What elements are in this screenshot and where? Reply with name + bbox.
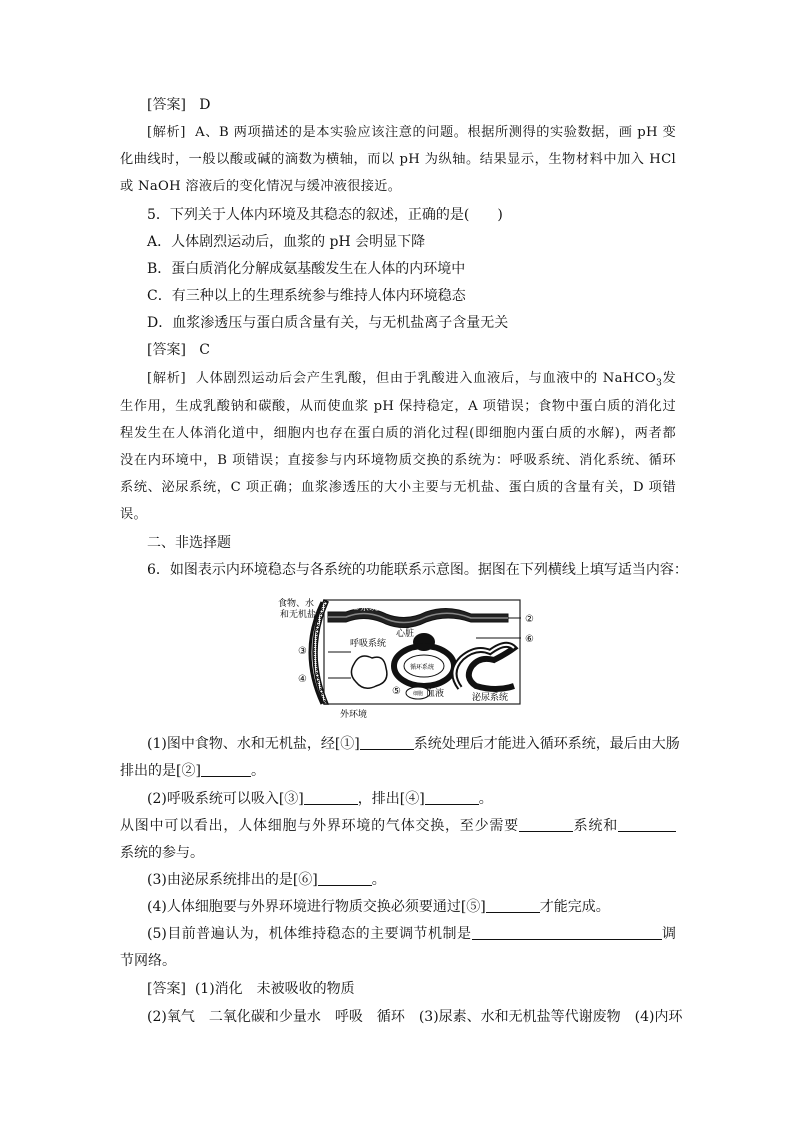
answer-blank-9[interactable]	[472, 925, 662, 940]
text: (5)目前普遍认为，机体维持稳态的主要调节机制是	[147, 926, 472, 942]
label-n3: ③	[298, 646, 307, 657]
q5-analysis-line-3: 程发生在人体消化道中，细胞内也存在蛋白质的消化过程(即细胞内蛋白质的水解)，两者都	[120, 426, 676, 441]
answer-value: D	[199, 97, 211, 113]
analysis-tag: [解析]	[147, 371, 187, 386]
q6-stem: 6．如图表示内环境稳态与各系统的功能联系示意图。据图在下列横线上填写适当内容：	[147, 562, 688, 578]
text: 才能完成。	[539, 899, 610, 915]
analysis-text: A、B 两项描述的是本实验应该注意的问题。根据所测得的实验数据，画 pH 变	[195, 125, 676, 140]
q6-part-2-line-3: 系统的参与。	[120, 845, 204, 861]
text: 从图中可以看出，人体细胞与外界环境的气体交换，至少需要	[120, 818, 519, 834]
label-blood: 血液	[426, 689, 445, 699]
text: 。	[371, 872, 386, 888]
text: (3)由泌尿系统排出的是[⑥]	[147, 872, 318, 888]
q5-option-d: D．血浆渗透压与蛋白质含量有关，与无机盐离子含量无关	[147, 315, 509, 331]
answer-blank-1[interactable]	[360, 735, 414, 750]
text: 。	[250, 763, 265, 779]
q5-analysis-line-1	[147, 370, 676, 393]
label-resp: 呼吸系统	[350, 639, 387, 649]
text: 。	[478, 791, 493, 807]
analysis-text: 人体剧烈运动后会产生乳酸，但由于乳酸进入血液后，与血液中的 NaHCO	[195, 371, 657, 386]
label-n4: ④	[298, 674, 307, 685]
label-food-2: 和无机盐	[280, 610, 317, 620]
label-n5: ⑤	[392, 686, 401, 697]
urinary-tract	[454, 645, 514, 689]
answer-text: (1)消化 未被吸收的物质	[194, 981, 355, 997]
analysis-tag: [解析]	[147, 125, 186, 140]
q5-analysis-line-6: 误。	[120, 507, 147, 522]
label-system-1: ①系统	[352, 603, 379, 613]
q6-part-5-line-1	[147, 925, 676, 943]
label-n6: ⑥	[525, 634, 534, 645]
q6-part-5-line-2: 节网络。	[120, 953, 176, 969]
answer-blank-7[interactable]	[318, 871, 372, 886]
answer-tag: [答案]	[147, 97, 186, 113]
answer-blank-8[interactable]	[486, 898, 540, 913]
answer-tag: [答案]	[147, 342, 186, 358]
text: 系统和	[572, 818, 619, 834]
q6-part-1-line-1	[147, 735, 680, 753]
label-circ: 循环系统	[410, 664, 435, 671]
label-cell: 细胞	[413, 691, 424, 697]
q5-stem: 5．下列关于人体内环境及其稳态的叙述，正确的是( )	[147, 207, 503, 223]
text: (1)图中食物、水和无机盐，经[①]	[147, 736, 360, 752]
physiology-diagram	[276, 592, 546, 720]
q6-answer-line-2: (2)氧气 二氧化碳和少量水 呼吸 循环 (3)尿素、水和无机盐等代谢废物 (4)内环	[147, 1009, 683, 1025]
q4-analysis-line-1	[147, 124, 676, 142]
q4-answer	[147, 96, 676, 114]
q6-answer-line-1	[147, 980, 676, 998]
label-urinary: 泌尿系统	[472, 693, 509, 703]
answer-blank-4[interactable]	[425, 790, 479, 805]
answer-value: C	[199, 342, 211, 358]
q5-analysis-line-4: 没在内环境中，B 项错误；直接参与内环境物质交换的系统为：呼吸系统、消化系统、循环	[120, 453, 676, 468]
q6-part-2-line-2	[120, 817, 676, 835]
answer-blank-2[interactable]	[201, 762, 251, 777]
text: 系统处理后才能进入循环系统，最后由大肠	[413, 736, 680, 752]
q6-part-2-line-1	[147, 790, 676, 808]
q5-analysis-line-5: 系统、泌尿系统，C 项正确；血浆渗透压的大小主要与无机盐、蛋白质的含量有关，D 项错	[120, 480, 676, 495]
q4-analysis-line-2: 化曲线时，一般以酸或碱的滴数为横轴，而以 pH 为纵轴。结果显示，生物材料中加入 HCl	[120, 152, 676, 167]
label-food-1: 食物、水	[278, 599, 315, 609]
q6-part-1-line-2	[120, 762, 676, 780]
q6-part-3	[147, 871, 676, 889]
text: 调	[661, 926, 677, 942]
section-heading: 二、非选择题	[147, 535, 231, 551]
label-heart: 心脏	[396, 629, 415, 639]
text: ，排出[④]	[357, 791, 425, 807]
q5-option-a: A．人体剧烈运动后，血浆的 pH 会明显下降	[147, 234, 426, 250]
q5-option-b: B．蛋白质消化分解成氨基酸发生在人体的内环境中	[147, 261, 466, 277]
q4-analysis-line-3: 或 NaOH 溶液后的变化情况与缓冲液很接近。	[120, 179, 402, 194]
subscript: 3	[656, 378, 663, 389]
lung-shape	[351, 656, 386, 688]
q5-analysis-line-2: 生作用，生成乳酸钠和碳酸，从而使血浆 pH 保持稳定，A 项错误；食物中蛋白质的消化过	[120, 399, 676, 414]
text: (2)呼吸系统可以吸入[③]	[147, 791, 304, 807]
label-external: 外环境	[340, 710, 368, 720]
q5-answer	[147, 341, 676, 359]
text: 排出的是[②]	[120, 763, 201, 779]
answer-tag: [答案]	[147, 981, 186, 997]
q5-option-c: C．有三种以上的生理系统参与维持人体内环境稳态	[147, 288, 466, 304]
answer-blank-6[interactable]	[618, 817, 676, 832]
analysis-text: 发	[662, 371, 676, 386]
text: (4)人体细胞要与外界环境进行物质交换必须要通过[⑤]	[147, 899, 486, 915]
answer-blank-5[interactable]	[519, 817, 573, 832]
label-n2: ②	[525, 614, 534, 625]
answer-blank-3[interactable]	[304, 790, 358, 805]
q6-part-4	[147, 898, 676, 916]
